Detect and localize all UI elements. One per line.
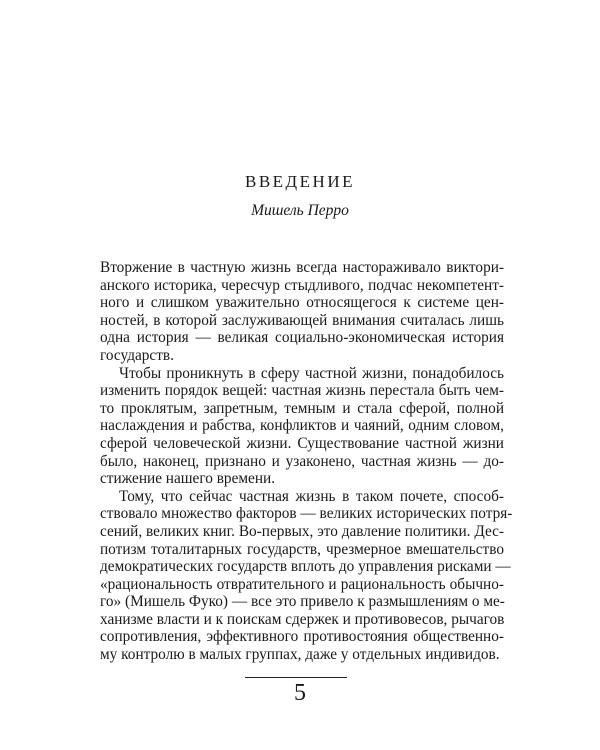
text-line: наслаждения и рабства, конфликтов и чаяний, одним словом, — [100, 417, 504, 435]
text-line: ностей, в которой заслуживающей внимания считалась лишь — [100, 311, 504, 329]
text-line: потизм тоталитарных государств, чрезмерное вмешательство — [100, 540, 504, 558]
text-line: стижение нашего времени. — [100, 470, 276, 488]
text-line: Тому, что сейчас частная жизнь в таком почете, способ- — [119, 487, 504, 505]
text-line: анского историка, чересчур стыдливого, подчас некомпетент- — [100, 276, 504, 294]
footer-rule — [245, 677, 347, 678]
text-line: изменить порядок вещей: частная жизнь перестала быть чем- — [100, 382, 504, 400]
text-line: сферой человеческой жизни. Существование частной жизни — [100, 434, 504, 452]
text-line: ного и слишком уважительно относящегося к системе цен- — [100, 294, 504, 312]
page-number: 5 — [294, 680, 306, 706]
text-line: му контролю в малых группах, даже у отдельных индивидов. — [100, 646, 500, 664]
text-line: «рациональность отвратительного и рациональность обычно- — [100, 575, 504, 593]
text-line: Вторжение в частную жизнь всегда настораживало виктори- — [100, 259, 504, 276]
text-line: демократических государств вплоть до управления рисками — — [100, 558, 511, 576]
body-text — [100, 259, 513, 664]
paragraph — [100, 365, 504, 488]
chapter-title: ВВЕДЕНИЕ — [245, 172, 355, 191]
text-line: Чтобы проникнуть в сферу частной жизни, понадобилось — [119, 364, 504, 382]
text-line: то проклятым, запретным, темным и стала сферой, полной — [100, 399, 504, 417]
text-line: сений, великих книг. Во-первых, это давление политики. Дес- — [100, 522, 504, 540]
chapter-author: Мишель Перро — [251, 202, 349, 219]
text-line: сопротивления, эффективного противостояния общественно- — [100, 628, 504, 646]
paragraph — [100, 259, 504, 365]
text-line: было, наконец, признано и узаконено, частная жизнь — до- — [100, 452, 504, 470]
text-line: государств. — [100, 346, 174, 364]
text-line: одна история — великая социально-экономическая история — [100, 329, 504, 347]
text-line: го» (Мишель Фуко) — все это привело к размышлениям о ме- — [100, 593, 505, 611]
paragraph — [100, 487, 513, 664]
text-line: ханизме власти и к поискам сдержек и противовесов, рычагов — [100, 610, 505, 628]
text-line: ствовало множество факторов — великих исторических потря- — [100, 505, 513, 523]
